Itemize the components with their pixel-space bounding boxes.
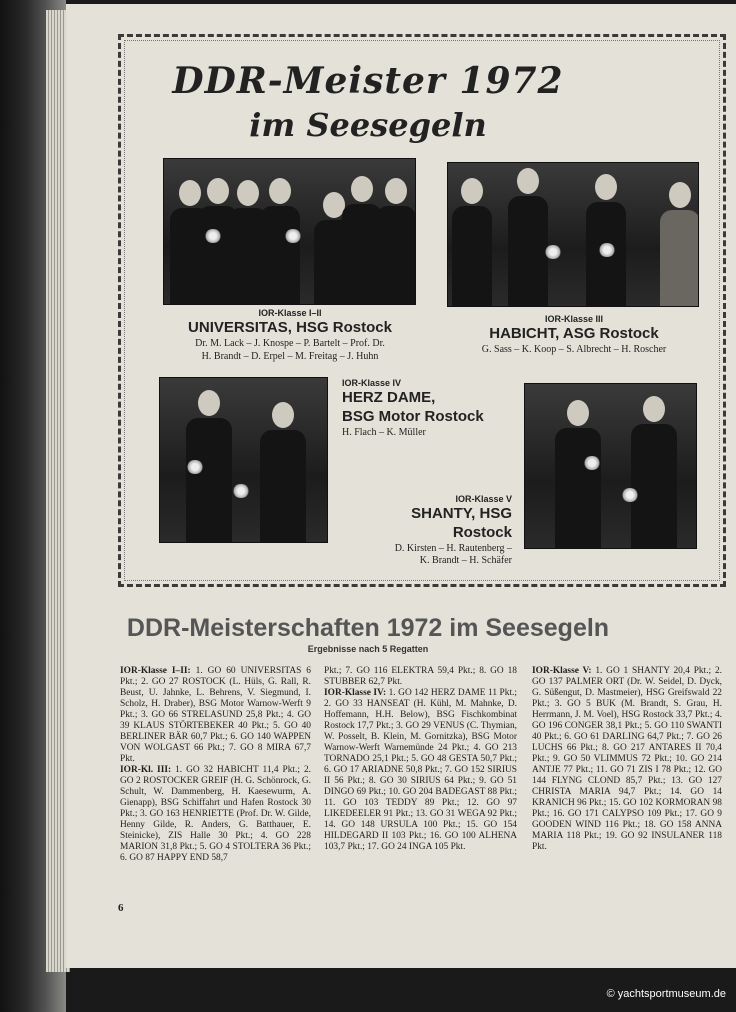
caption-crew-line: Dr. M. Lack – J. Knospe – P. Bartelt – Prof. Dr. bbox=[195, 338, 385, 349]
results-column-3 bbox=[532, 666, 722, 853]
caption-boat-name: UNIVERSITAS, HSG Rostock bbox=[188, 319, 392, 337]
caption-club-name: BSG Motor Rostock bbox=[342, 408, 484, 425]
crew-photo-herz-dame bbox=[159, 377, 328, 543]
caption-class: IOR-Klasse I–II bbox=[258, 308, 322, 318]
results-class-label: IOR-Klasse V: 1. GO 1 SHANTY 20,4 Pkt.; 2. GO 137 PALMER ORT (Dr. W. Seidel, D. Dyck, G. Süßengut, D. Mastmeier), HSG Greifswald 22 Pkt.; 3. GO 5 BUK (M. Brandt, S. Grau, H. Herrmann, J. M. Voel), HSG Rostock 33,7 Pkt.; 4. GO 196 CONGER 38,1 Pkt.; 5. GO 110 SWANTI 40 Pkt.; 6. GO 61 DARLING 64,7 Pkt.; 7. GO 26 LUCHS 66 Pkt.; 8. GO 217 ANTARES II 70,4 Pkt.; 9. GO 50 VLIMMUS 72 Pkt.; 10. GO 214 ANTJE 77 Pkt.; 11. GO 71 ZIS I 78 Pkt.; 12. GO 144 FLYNG CLOND 85,7 Pkt.; 13. GO 127 CHRISTA MARIA 94,7 Pkt.; 14. GO 14 KRANICH 96 Pkt.; 15. GO 102 KORMORAN 98 Pkt.; 16. GO 171 CALYPSO 109 Pkt.; 17. GO 9 GOODEN WIND 116 Pkt.; 18. GO 158 ANNA MARIA 118 Pkt.; 19. GO 92 INSULANER 118 Pkt. bbox=[532, 666, 722, 852]
watermark: © yachtsportmuseum.de bbox=[606, 988, 726, 1000]
caption-boat-name: SHANTY, HSG Rostock bbox=[411, 505, 512, 541]
results-heading: DDR-Meisterschaften 1972 im Seesegeln bbox=[126, 614, 610, 642]
caption-shanty bbox=[350, 494, 512, 568]
page-title: DDR-Meister 1972 bbox=[172, 60, 564, 102]
caption-habicht bbox=[446, 314, 702, 357]
results-column-1 bbox=[120, 666, 311, 864]
caption-crew-line: H. Brandt – D. Erpel – M. Freitag – J. Huhn bbox=[201, 350, 379, 362]
page-number: 6 bbox=[118, 902, 124, 914]
caption-boat-name: HERZ DAME, bbox=[342, 389, 436, 407]
caption-crew-line: G. Sass – K. Koop – S. Albrecht – H. Roscher bbox=[481, 344, 667, 355]
caption-crew-line: D. Kirsten – H. Rautenberg – bbox=[394, 542, 512, 554]
caption-herz-dame bbox=[342, 378, 512, 439]
crew-photo-shanty bbox=[524, 383, 697, 549]
results-column-2 bbox=[324, 666, 517, 853]
crew-photo-universitas bbox=[163, 158, 416, 305]
results-class-label: IOR-Klasse IV: 1. GO 142 HERZ DAME 11 Pkt.; 2. GO 33 HANSEAT (H. Kühl, M. Mahnke, D. Hoffemann, H.H. Below), BSG Fischkombinat Rostock 17,7 Pkt.; 3. GO 29 VENUS (C. Thymian, W. Posselt, B. Klein, M. Gornitzka), BSG Motor Warnow-Werft Warnemünde 24 Pkt.; 4. GO 213 TORNADO 25,1 Pkt.; 5. GO 48 GESTA 50,7 Pkt.; 6. GO 17 ARIADNE 50,8 Pkt.; 7. GO 152 SIRIUS II 56 Pkt.; 8. GO 30 SIRIUS 64 Pkt.; 9. GO 51 DINGO 69 Pkt.; 10. GO 204 BADEGAST 88 Pkt.; 11. GO 103 TEDDY 89 Pkt.; 12. GO 97 LIKEDEELER 91 Pkt.; 13. GO 31 WEGA 92 Pkt.; 14. GO 148 URSULA 100 Pkt.; 15. GO 154 HILDEGARD II 103 Pkt.; 16. GO 100 ALHENA 103,7 Pkt.; 17. GO 24 INGA 105 Pkt. bbox=[324, 688, 517, 852]
results-subheading: Ergebnisse nach 5 Regatten bbox=[307, 644, 429, 654]
caption-crew-line: K. Brandt – H. Schäfer bbox=[419, 555, 512, 567]
caption-boat-name: HABICHT, ASG Rostock bbox=[489, 325, 659, 343]
caption-class: IOR-Klasse III bbox=[544, 314, 604, 324]
caption-class: IOR-Klasse V bbox=[455, 494, 512, 504]
page-subtitle: im Seesegeln bbox=[249, 106, 487, 144]
results-class-label: IOR-Klasse I–II: 1. GO 60 UNIVERSITAS 6 Pkt.; 2. GO 27 ROSTOCK (L. Hüls, G. Rall, R. Beust, U. Jahnke, L. Behrens, V. Siegmund, I. Scholz, H. Draber), BSG Motor Warnow-Werft 9 Pkt.; 3. GO 66 STRELASUND 25,8 Pkt.; 4. GO 39 KLAUS STÖRTEBEKER 40 Pkt.; 5. GO 40 BERLINER BÄR 60,7 Pkt.; 6. GO 140 WAPPEN VON WOLGAST 66 Pkt.; 7. GO 8 MIRA 67,7 Pkt. bbox=[120, 666, 311, 764]
caption-class: IOR-Klasse IV bbox=[342, 378, 402, 388]
results-class-label: IOR-Kl. III: 1. GO 32 HABICHT 11,4 Pkt.; 2. GO 2 ROSTOCKER GREIF (H. G. Schönrock, G. Schult, W. Dammenberg, H. Kaesewurm, A. Gienapp), BSG Schiffahrt und Hafen Rostock 30 Pkt.; 3. GO 163 HENRIETTE (Prof. Dr. W. Gilde, Henny Gilde, R. Anders, G. Batthauer, E. Steinicke), ZIS Halle 30 Pkt.; 4. GO 228 MARION 31,8 Pkt.; 5. GO 4 STOLTERA 36 Pkt.; 6. GO 87 HAPPY END 58,7 bbox=[120, 765, 311, 863]
crew-photo-habicht bbox=[447, 162, 699, 307]
results-text: Pkt.; 7. GO 116 ELEKTRA 59,4 Pkt.; 8. GO 18 STUBBER 62,7 Pkt. bbox=[324, 666, 517, 687]
caption-universitas bbox=[160, 308, 420, 363]
caption-crew-line: H. Flach – K. Müller bbox=[342, 426, 426, 438]
